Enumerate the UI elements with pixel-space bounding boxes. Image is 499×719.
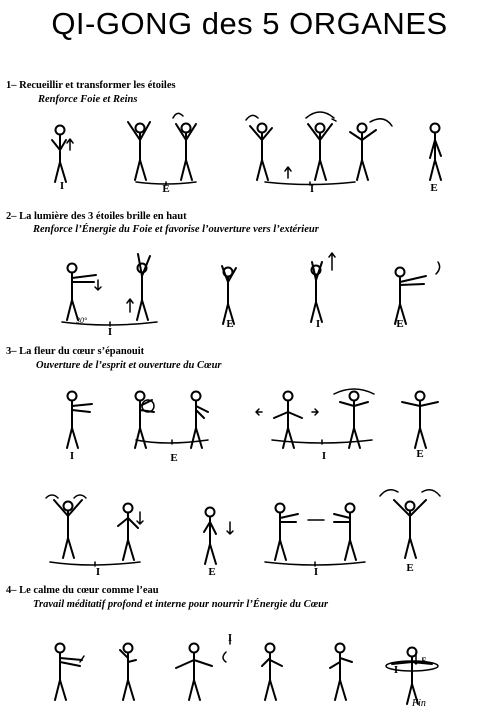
page-title: QI-GONG des 5 ORGANES xyxy=(51,6,448,41)
label-section-4-1: I xyxy=(227,632,233,644)
section-2-figures xyxy=(62,253,440,326)
label-section-3a-4: E xyxy=(416,448,424,460)
label-section-2-2: E xyxy=(226,318,234,330)
label-section-1-3: I xyxy=(309,183,315,195)
label-section-1-4: E xyxy=(430,182,438,194)
section-3-subtitle: Ouverture de l’esprit et ouverture du Cœur xyxy=(36,360,222,371)
section-4-figures xyxy=(55,638,438,704)
section-3-row-a-figures xyxy=(67,389,438,448)
section-4-subtitle: Travail méditatif profond et interne pour nourrir l’Énergie du Cœur xyxy=(33,599,329,610)
label-section-4-3: E xyxy=(421,656,427,665)
section-1-heading: 1– Recueillir et transformer les étoiles xyxy=(6,80,176,91)
angle-annotation: 30° xyxy=(76,316,88,325)
section-1-figures xyxy=(52,112,441,185)
label-section-3b-2: E xyxy=(208,566,216,578)
section-3-heading: 3– La fleur du cœur s’épanouit xyxy=(6,346,145,357)
section-2-heading: 2– La lumière des 3 étoiles brille en haut xyxy=(6,211,187,222)
label-section-3a-1: I xyxy=(69,450,75,462)
label-section-2-1: I xyxy=(107,326,113,338)
label-section-3b-1: I xyxy=(95,566,101,578)
label-section-3b-3: I xyxy=(313,566,319,578)
label-section-2-4: E xyxy=(396,318,404,330)
label-section-2-3: I xyxy=(315,318,321,330)
label-section-4-2: I xyxy=(393,664,399,676)
label-section-3a-3: I xyxy=(321,450,327,462)
label-section-1-2: E xyxy=(162,183,170,195)
section-2-subtitle: Renforce l’Énergie du Foie et favorise l’ouverture vers l’extérieur xyxy=(33,224,319,235)
label-section-3b-4: E xyxy=(406,562,414,574)
section-3-row-b-figures xyxy=(46,490,440,566)
section-1-subtitle: Renforce Foie et Reins xyxy=(38,94,138,105)
label-section-1-1: I xyxy=(59,180,65,192)
fin-annotation: Fin xyxy=(412,698,426,709)
label-section-3a-2: E xyxy=(170,452,178,464)
section-4-heading: 4– Le calme du cœur comme l’eau xyxy=(6,585,159,596)
